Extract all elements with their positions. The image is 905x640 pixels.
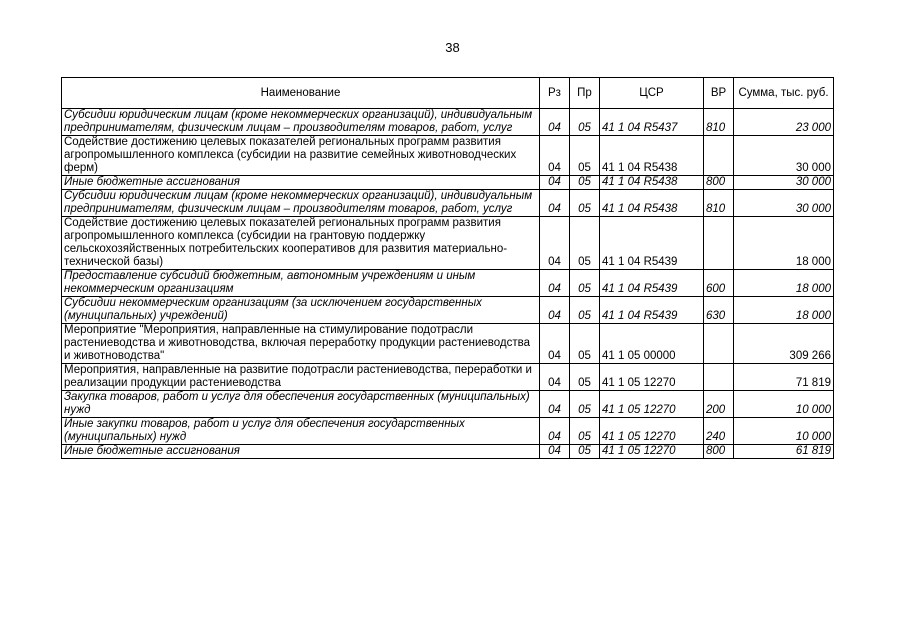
cell-pr: 05: [570, 418, 600, 445]
cell-pr: 05: [570, 217, 600, 270]
cell-vr: 810: [704, 190, 734, 217]
cell-rz: 04: [540, 176, 570, 190]
cell-vr: [704, 136, 734, 176]
cell-sum: 30 000: [734, 176, 834, 190]
table-row: [62, 270, 834, 297]
cell-name: Субсидии некоммерческим организациям (за исключением государственных (муниципальных) учреждений): [62, 297, 540, 324]
cell-name: Предоставление субсидий бюджетным, автономным учреждениям и иным некоммерческим организациям: [62, 270, 540, 297]
table-row: [62, 364, 834, 391]
cell-vr: 600: [704, 270, 734, 297]
cell-sum: 71 819: [734, 364, 834, 391]
table-row: [62, 445, 834, 459]
cell-vr: 200: [704, 391, 734, 418]
table-header-row: [62, 78, 834, 109]
cell-vr: 630: [704, 297, 734, 324]
cell-name: Закупка товаров, работ и услуг для обеспечения государственных (муниципальных) нужд: [62, 391, 540, 418]
cell-name: Субсидии юридическим лицам (кроме некоммерческих организаций), индивидуальным предпринимателям, физическим лицам – производителям товаров, работ, услуг: [62, 190, 540, 217]
cell-rz: 04: [540, 418, 570, 445]
cell-vr: 800: [704, 445, 734, 459]
cell-vr: [704, 217, 734, 270]
cell-name: Содействие достижению целевых показателей региональных программ развития агропромышленного комплекса (субсидии на грантовую поддержку сельскохозяйственных потребительских кооперативов для развития материально-технической базы): [62, 217, 540, 270]
cell-csr: 41 1 05 12270: [600, 418, 704, 445]
cell-vr: [704, 364, 734, 391]
cell-sum: 30 000: [734, 136, 834, 176]
cell-sum: 10 000: [734, 418, 834, 445]
cell-vr: 800: [704, 176, 734, 190]
cell-pr: 05: [570, 364, 600, 391]
cell-vr: 810: [704, 109, 734, 136]
table-row: [62, 109, 834, 136]
table-row: [62, 324, 834, 364]
table-row: [62, 217, 834, 270]
table-row: [62, 190, 834, 217]
header-vr: ВР: [704, 78, 734, 109]
cell-pr: 05: [570, 297, 600, 324]
cell-pr: 05: [570, 136, 600, 176]
header-pr: Пр: [570, 78, 600, 109]
cell-pr: 05: [570, 109, 600, 136]
cell-pr: 05: [570, 324, 600, 364]
header-rz: Рз: [540, 78, 570, 109]
cell-csr: 41 1 04 R5438: [600, 136, 704, 176]
cell-name: Мероприятие "Мероприятия, направленные на стимулирование подотрасли растениеводства и животноводства, включая переработку продукции растениеводства и животноводства": [62, 324, 540, 364]
table-row: [62, 136, 834, 176]
cell-sum: 23 000: [734, 109, 834, 136]
budget-table: [61, 77, 834, 459]
cell-sum: 18 000: [734, 217, 834, 270]
cell-name: Субсидии юридическим лицам (кроме некоммерческих организаций), индивидуальным предпринимателям, физическим лицам – производителям товаров, работ, услуг: [62, 109, 540, 136]
cell-pr: 05: [570, 391, 600, 418]
cell-rz: 04: [540, 391, 570, 418]
cell-rz: 04: [540, 445, 570, 459]
header-csr: ЦСР: [600, 78, 704, 109]
cell-vr: [704, 324, 734, 364]
header-name: Наименование: [62, 78, 540, 109]
cell-vr: 240: [704, 418, 734, 445]
table-row: [62, 391, 834, 418]
page-number: 38: [445, 40, 460, 55]
cell-csr: 41 1 04 R5438: [600, 176, 704, 190]
cell-csr: 41 1 05 00000: [600, 324, 704, 364]
cell-pr: 05: [570, 445, 600, 459]
cell-sum: 309 266: [734, 324, 834, 364]
cell-csr: 41 1 05 12270: [600, 445, 704, 459]
cell-csr: 41 1 04 R5439: [600, 217, 704, 270]
cell-rz: 04: [540, 190, 570, 217]
cell-pr: 05: [570, 176, 600, 190]
table-row: [62, 297, 834, 324]
cell-sum: 10 000: [734, 391, 834, 418]
cell-rz: 04: [540, 270, 570, 297]
cell-pr: 05: [570, 190, 600, 217]
cell-csr: 41 1 04 R5438: [600, 190, 704, 217]
cell-csr: 41 1 04 R5437: [600, 109, 704, 136]
cell-csr: 41 1 04 R5439: [600, 297, 704, 324]
cell-csr: 41 1 05 12270: [600, 364, 704, 391]
cell-name: Иные закупки товаров, работ и услуг для обеспечения государственных (муниципальных) нужд: [62, 418, 540, 445]
cell-rz: 04: [540, 297, 570, 324]
cell-csr: 41 1 04 R5439: [600, 270, 704, 297]
cell-sum: 30 000: [734, 190, 834, 217]
cell-sum: 18 000: [734, 270, 834, 297]
cell-pr: 05: [570, 270, 600, 297]
cell-csr: 41 1 05 12270: [600, 391, 704, 418]
cell-rz: 04: [540, 136, 570, 176]
cell-name: Иные бюджетные ассигнования: [62, 445, 540, 459]
cell-sum: 61 819: [734, 445, 834, 459]
cell-rz: 04: [540, 109, 570, 136]
table-row: [62, 418, 834, 445]
table-body: [62, 109, 834, 459]
header-sum: Сумма, тыс. руб.: [734, 78, 834, 109]
cell-name: Содействие достижению целевых показателей региональных программ развития агропромышленного комплекса (субсидии на развитие семейных животноводческих ферм): [62, 136, 540, 176]
cell-rz: 04: [540, 324, 570, 364]
cell-rz: 04: [540, 217, 570, 270]
cell-sum: 18 000: [734, 297, 834, 324]
cell-name: Иные бюджетные ассигнования: [62, 176, 540, 190]
cell-name: Мероприятия, направленные на развитие подотрасли растениеводства, переработки и реализации продукции растениеводства: [62, 364, 540, 391]
table-row: [62, 176, 834, 190]
cell-rz: 04: [540, 364, 570, 391]
